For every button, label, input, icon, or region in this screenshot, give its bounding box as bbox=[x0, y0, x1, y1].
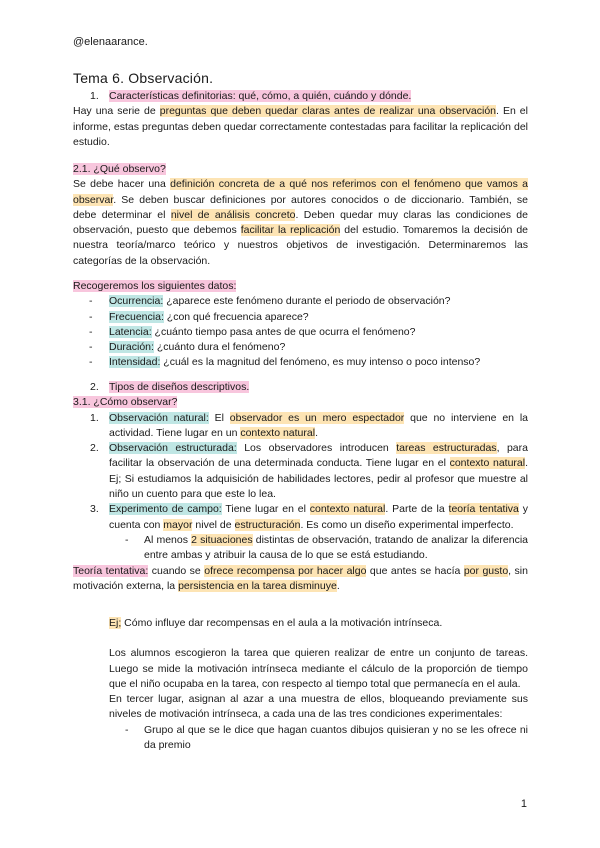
highlight: preguntas que deben quedar claras antes de realizar una observación bbox=[159, 105, 496, 118]
teoria-tentativa-paragraph: Teoría tentativa: cuando se ofrece recompensa por hacer algo que antes se hacía por gusto, sin motivación externa, la persistencia en la tarea disminuye. bbox=[73, 564, 528, 592]
section-2-1-heading: 2.1. ¿Qué observo? bbox=[73, 163, 166, 175]
example-paragraph: Los alumnos escogieron la tarea que quieren realizar de entre un conjunto de tareas. Luego se mide la motivación intrínseca mediante el cálculo de la proporción de tiempo que el niño ocupaba en la tarea, con respecto al tiempo total que permanecía en el aula. bbox=[109, 647, 528, 690]
sub-list bbox=[73, 533, 528, 564]
datos-list bbox=[73, 294, 528, 370]
section-1-paragraph: Hay una serie de preguntas que deben quedar claras antes de realizar una observación. En el informe, estas preguntas deben quedar correctamente contestadas para facilitar la replicación del estudio. bbox=[73, 105, 528, 148]
list-item: - Frecuencia: ¿con qué frecuencia aparece? bbox=[73, 310, 528, 325]
list-item: - Grupo al que se le dice que hagan cuantos dibujos quisieran y no se les ofrece ni da premio bbox=[73, 723, 528, 754]
page-title: Tema 6. Observación. bbox=[73, 70, 214, 86]
example-sub-list bbox=[73, 723, 528, 754]
list-item: - Latencia: ¿cuánto tiempo pasa antes de que ocurra el fenómeno? bbox=[73, 325, 528, 340]
section-2-1 bbox=[73, 162, 528, 269]
section-1-heading: 1. Características definitorias: qué, cómo, a quién, cuándo y dónde. bbox=[73, 89, 528, 104]
list-item: - Ocurrencia: ¿aparece este fenómeno durante el periodo de observación? bbox=[73, 294, 528, 309]
example-intro: Ej; Cómo influye dar recompensas en el aula a la motivación intrínseca. bbox=[109, 617, 443, 629]
list-item: - Intensidad: ¿cuál es la magnitud del fenómeno, es muy intenso o poco intenso? bbox=[73, 355, 528, 370]
section-3-1-heading: 3.1. ¿Cómo observar? bbox=[73, 396, 178, 409]
list-item: - Al menos 2 situaciones distintas de observación, tratando de analizar la diferencia entre ambas y atribuir la causa de lo que se está estudiando. bbox=[73, 533, 528, 564]
observation-types-list bbox=[73, 411, 528, 533]
list-item: 3. Experimento de campo: Tiene lugar en el contexto natural. Parte de la teoría tentativa y cuenta con mayor nivel de estructuración. Es como un diseño experimental imperfecto. bbox=[90, 503, 528, 531]
author-handle: @elenaarance. bbox=[73, 36, 148, 48]
page-number: 1 bbox=[520, 798, 527, 810]
section-2-heading: 2. Tipos de diseños descriptivos. bbox=[90, 381, 250, 393]
example-section bbox=[73, 616, 528, 753]
datos-section bbox=[73, 279, 528, 371]
section-2 bbox=[73, 380, 528, 594]
datos-heading: Recogeremos los siguientes datos: bbox=[73, 280, 237, 292]
example-paragraph: En tercer lugar, asignan al azar a una muestra de ellos, bloqueando previamente sus niveles de motivación intrínseca, a cada una de las tres condiciones experimentales: bbox=[109, 693, 528, 721]
section-1-number: 1. bbox=[90, 90, 99, 102]
list-item: - Duración: ¿cuánto dura el fenómeno? bbox=[73, 340, 528, 355]
section-2-1-paragraph: Se debe hacer una definición concreta de a qué nos referimos con el fenómeno que vamos a observar. Se deben buscar definiciones por autores conocidos o de diccionario. También, se debe determinar el nivel de análisis concreto. Deben quedar muy claras las condiciones de observación, puesto que debemos facilitar la replicación del estudio. Tomaremos la decisión de nuestra teoría/marco teórico y nuestros objetivos de investigación. Determinaremos las categorías de la observación. bbox=[73, 178, 528, 267]
list-item: 2. Observación estructurada: Los observadores introducen tareas estructuradas, para facilitar la observación de una determinada conducta. Tiene lugar en el contexto natural. Ej; Si estudiamos la adquisición de habilidades lectores, pedir al profesor que muestre al niño un cuento para que este lo lea. bbox=[90, 442, 529, 501]
list-item: 1. Observación natural: El observador es un mero espectador que no interviene en la actividad. Tiene lugar en un contexto natural. bbox=[90, 411, 528, 439]
section-1 bbox=[73, 89, 528, 150]
